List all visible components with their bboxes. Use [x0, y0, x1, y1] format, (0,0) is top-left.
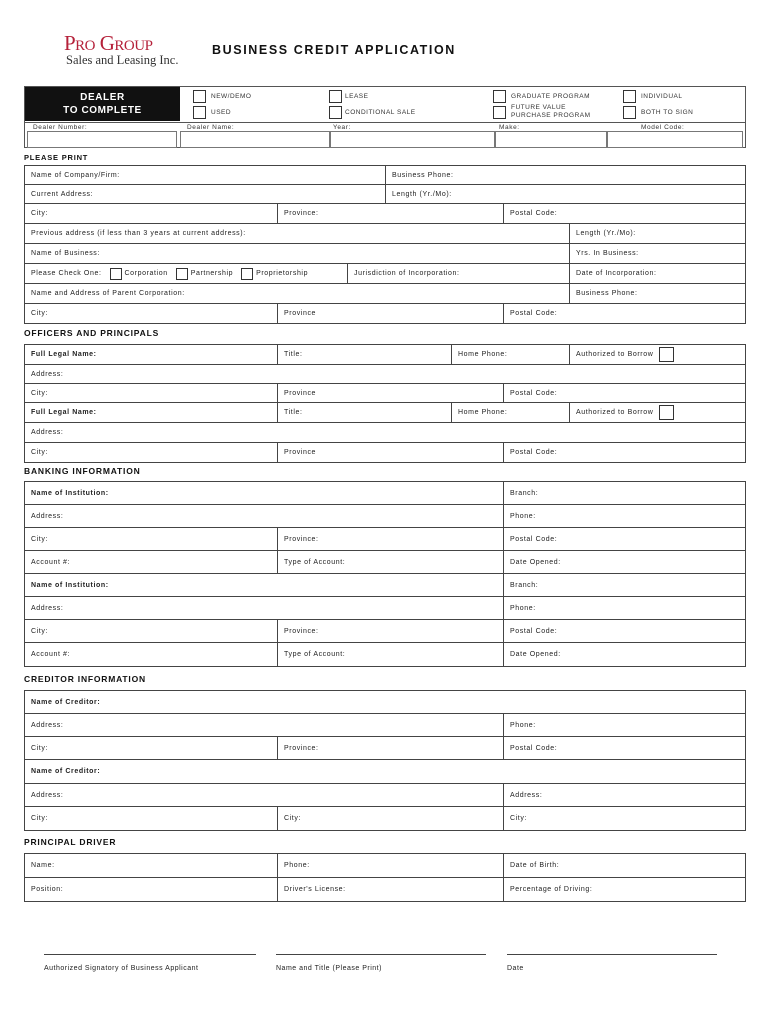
dealer-section — [24, 86, 746, 148]
creditor1-province-field[interactable]: Province: — [277, 737, 503, 759]
new-demo-label: NEW/DEMO — [211, 93, 252, 100]
officer1-province-field[interactable]: Province — [277, 384, 503, 402]
model-code-label: Model Code: — [641, 124, 685, 131]
bank1-postal-code-field[interactable]: Postal Code: — [503, 528, 745, 550]
officer2-city-field[interactable]: City: — [31, 449, 48, 456]
name-title-label: Name and Title (Please Print) — [276, 965, 382, 972]
officer1-address-field[interactable]: Address: — [31, 370, 64, 378]
officer2-authorized-checkbox[interactable] — [659, 405, 674, 420]
individual-checkbox[interactable] — [623, 90, 636, 103]
postal-code-field[interactable]: Postal Code: — [503, 204, 745, 223]
bank2-province-field[interactable]: Province: — [277, 620, 503, 642]
partnership-checkbox[interactable] — [176, 268, 188, 280]
please-print-heading: PLEASE PRINT — [24, 153, 89, 162]
bank1-account-type-field[interactable]: Type of Account: — [277, 551, 503, 573]
officer1-postal-code-field[interactable]: Postal Code: — [503, 384, 745, 402]
new-demo-checkbox[interactable] — [193, 90, 206, 103]
driver-position-field[interactable]: Position: — [31, 886, 64, 893]
yrs-in-business-field[interactable]: Yrs. In Business: — [569, 244, 745, 263]
jurisdiction-field[interactable]: Jurisdiction of Incorporation: — [347, 264, 569, 283]
banking-heading: BANKING INFORMATION — [24, 466, 141, 476]
dealer-label-box — [25, 87, 180, 121]
parent-province-field[interactable]: Province — [277, 304, 503, 323]
officer2-home-phone-field[interactable]: Home Phone: — [451, 403, 569, 422]
graduate-program-label: GRADUATE PROGRAM — [511, 93, 591, 100]
lease-label: LEASE — [345, 93, 369, 100]
dealer-number-label: Dealer Number: — [33, 124, 88, 131]
parent-corp-field[interactable]: Name and Address of Parent Corporation: — [31, 290, 185, 297]
bank2-postal-code-field[interactable]: Postal Code: — [503, 620, 745, 642]
conditional-sale-checkbox[interactable] — [329, 106, 342, 119]
bank1-address-field[interactable]: Address: — [31, 512, 64, 520]
creditor1-phone-field[interactable]: Phone: — [503, 714, 745, 736]
officer2-authorized-group — [569, 403, 745, 422]
city-field[interactable]: City: — [31, 210, 48, 217]
model-code-field[interactable] — [607, 131, 743, 148]
creditor2-city3-field[interactable]: City: — [503, 807, 745, 830]
officer1-authorized-label: Authorized to Borrow — [576, 351, 654, 358]
creditor2-address2-field[interactable]: Address: — [503, 784, 745, 806]
driver-heading: PRINCIPAL DRIVER — [24, 837, 117, 847]
officers-table — [24, 344, 746, 463]
dealer-name-label: Dealer Name: — [187, 124, 235, 131]
bank2-address-field[interactable]: Address: — [31, 604, 64, 612]
officer2-title-field[interactable]: Title: — [277, 403, 451, 422]
officer2-postal-code-field[interactable]: Postal Code: — [503, 443, 745, 462]
company-name-field[interactable]: Name of Company/Firm: — [31, 171, 120, 179]
driver-pct-driving-field[interactable]: Percentage of Driving: — [503, 878, 745, 901]
creditor1-postal-code-field[interactable]: Postal Code: — [503, 737, 745, 759]
individual-label: INDIVIDUAL — [641, 93, 683, 100]
previous-length-field[interactable]: Length (Yr./Mo): — [569, 224, 745, 243]
business-type-group — [25, 264, 347, 283]
bank2-institution-field[interactable]: Name of Institution: — [31, 581, 109, 589]
please-check-one-label: Please Check One: — [31, 270, 102, 277]
driver-table — [24, 853, 746, 902]
province-field[interactable]: Province: — [277, 204, 503, 223]
business-phone-field[interactable]: Business Phone: — [385, 166, 745, 184]
bank1-province-field[interactable]: Province: — [277, 528, 503, 550]
bank1-institution-field[interactable]: Name of Institution: — [31, 489, 109, 497]
creditor2-name-field[interactable]: Name of Creditor: — [31, 768, 101, 775]
name-title-line[interactable] — [276, 954, 486, 955]
bank1-branch-field[interactable]: Branch: — [503, 482, 745, 504]
driver-license-field[interactable]: Driver's License: — [277, 878, 503, 901]
officer1-title-field[interactable]: Title: — [277, 345, 451, 364]
future-value-label-1: FUTURE VALUE — [511, 104, 566, 111]
officer1-name-field[interactable]: Full Legal Name: — [31, 351, 97, 358]
future-value-label-2: PURCHASE PROGRAM — [511, 112, 591, 119]
creditor1-city-field[interactable]: City: — [31, 744, 48, 752]
conditional-sale-label: CONDITIONAL SALE — [345, 109, 416, 116]
creditor2-city2-field[interactable]: City: — [277, 807, 503, 830]
officer2-authorized-label: Authorized to Borrow — [576, 409, 654, 416]
both-to-sign-label: BOTH TO SIGN — [641, 109, 694, 116]
bank2-account-type-field[interactable]: Type of Account: — [277, 643, 503, 666]
officer1-home-phone-field[interactable]: Home Phone: — [451, 345, 569, 364]
dealer-name-field[interactable] — [180, 131, 330, 148]
make-field[interactable] — [495, 131, 607, 148]
bank1-account-field[interactable]: Account #: — [31, 558, 71, 566]
company-logo — [64, 32, 184, 72]
creditor2-address-field[interactable]: Address: — [31, 791, 64, 799]
current-address-field[interactable]: Current Address: — [31, 190, 94, 198]
signature-label: Authorized Signatory of Business Applicant — [44, 965, 199, 972]
parent-business-phone-field[interactable]: Business Phone: — [569, 284, 745, 303]
creditor-table — [24, 690, 746, 831]
officers-heading: OFFICERS AND PRINCIPALS — [24, 328, 160, 338]
banking-table — [24, 481, 746, 667]
future-value-checkbox[interactable] — [493, 106, 506, 119]
bank2-city-field[interactable]: City: — [31, 627, 48, 635]
proprietorship-checkbox[interactable] — [241, 268, 253, 280]
date-label: Date — [507, 965, 524, 972]
corporation-checkbox[interactable] — [110, 268, 122, 280]
dealer-fields-row — [25, 122, 745, 148]
driver-name-field[interactable]: Name: — [31, 862, 55, 869]
both-to-sign-checkbox[interactable] — [623, 106, 636, 119]
year-label: Year: — [333, 124, 351, 131]
used-label: USED — [211, 109, 232, 116]
date-line[interactable] — [507, 954, 717, 955]
graduate-program-checkbox[interactable] — [493, 90, 506, 103]
officer1-authorized-group — [569, 345, 745, 364]
driver-dob-field[interactable]: Date of Birth: — [503, 854, 745, 877]
bank1-date-opened-field[interactable]: Date Opened: — [503, 551, 745, 573]
officer2-address-field[interactable]: Address: — [31, 429, 64, 436]
officer2-province-field[interactable]: Province — [277, 443, 503, 462]
year-field[interactable] — [330, 131, 495, 148]
parent-postal-code-field[interactable]: Postal Code: — [503, 304, 745, 323]
creditor2-city-field[interactable]: City: — [31, 815, 48, 822]
bank1-phone-field[interactable]: Phone: — [503, 505, 745, 527]
partnership-label: Partnership — [190, 270, 234, 277]
logo-wordmark: Pro Group — [64, 31, 153, 55]
used-checkbox[interactable] — [193, 106, 206, 119]
logo-tagline: Sales and Leasing Inc. — [66, 53, 179, 67]
proprietorship-label: Proprietorship — [256, 270, 309, 277]
officer1-city-field[interactable]: City: — [31, 389, 48, 397]
parent-city-field[interactable]: City: — [31, 310, 48, 317]
make-label: Make: — [499, 124, 520, 131]
length-field[interactable]: Length (Yr./Mo): — [385, 185, 745, 203]
officer1-authorized-checkbox[interactable] — [659, 347, 674, 362]
bank2-date-opened-field[interactable]: Date Opened: — [503, 643, 745, 666]
creditor-heading: CREDITOR INFORMATION — [24, 674, 146, 684]
signature-line[interactable] — [44, 954, 256, 955]
bank2-phone-field[interactable]: Phone: — [503, 597, 745, 619]
dealer-label-line1: DEALER — [80, 92, 125, 103]
bank1-city-field[interactable]: City: — [31, 535, 48, 543]
page-title: BUSINESS CREDIT APPLICATION — [212, 43, 456, 57]
dealer-number-field[interactable] — [27, 131, 177, 148]
officer2-name-field[interactable]: Full Legal Name: — [31, 409, 97, 416]
date-of-incorporation-field[interactable]: Date of Incorporation: — [569, 264, 745, 283]
dealer-label-line2: TO COMPLETE — [63, 105, 142, 116]
creditor1-name-field[interactable]: Name of Creditor: — [31, 698, 101, 706]
company-info-table — [24, 165, 746, 324]
bank2-account-field[interactable]: Account #: — [31, 651, 71, 658]
lease-checkbox[interactable] — [329, 90, 342, 103]
bank2-branch-field[interactable]: Branch: — [503, 574, 745, 596]
business-name-field[interactable]: Name of Business: — [31, 250, 100, 257]
creditor1-address-field[interactable]: Address: — [31, 721, 64, 729]
corporation-label: Corporation — [124, 270, 168, 277]
previous-address-field[interactable]: Previous address (if less than 3 years at current address): — [31, 230, 246, 237]
driver-phone-field[interactable]: Phone: — [277, 854, 503, 877]
